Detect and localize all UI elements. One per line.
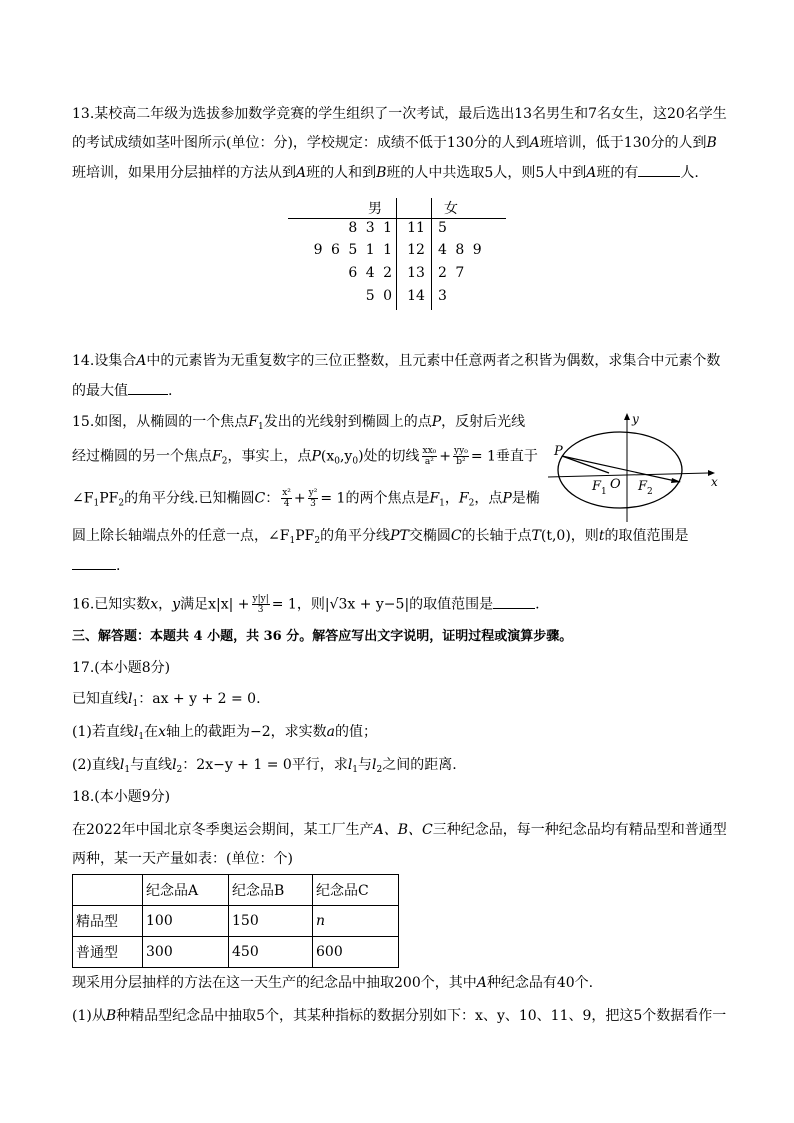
var-B: B: [376, 165, 387, 181]
q13-text: 班的有: [596, 165, 639, 181]
section-heading: 三、解答题：本题共 4 小题，共 36 分。解答应写出文字说明，证明过程或演算步骤。: [72, 629, 573, 644]
q17-text: 轴上的截距为−2，求实数: [165, 724, 327, 740]
q15-text: = 1的两个焦点是: [320, 490, 430, 507]
table-header-row: [73, 875, 399, 906]
q18-text: (1)从: [72, 1008, 106, 1024]
q15-text: PF: [295, 528, 315, 544]
q15-text: ，点: [474, 490, 503, 507]
var-l: l: [172, 757, 177, 773]
denominator: b²: [456, 457, 466, 467]
x-axis: [548, 473, 708, 477]
subscript: 2: [376, 765, 383, 775]
numerator: yy₀: [454, 446, 468, 456]
q15-text: ,y: [339, 448, 353, 465]
subscript: 2: [221, 456, 228, 467]
q13-line1: [72, 104, 727, 124]
header-divider: [288, 218, 506, 219]
var-C: C: [450, 528, 462, 544]
var-C: C: [254, 490, 266, 507]
subscript: 1: [352, 765, 359, 775]
q13-text: 人.: [680, 165, 699, 181]
var-A: A: [529, 135, 540, 151]
female-leaves: 5: [438, 220, 447, 236]
subscript: 0: [334, 456, 340, 467]
q14-line2: [72, 381, 172, 401]
table-row: [73, 906, 399, 937]
var-T: T: [531, 528, 541, 544]
table-cell: 150: [229, 906, 313, 937]
male-leaves: 6 4 2: [348, 265, 392, 281]
subscript: 2: [468, 498, 475, 509]
label-x: x: [711, 475, 718, 489]
var-F: F: [212, 448, 222, 465]
subscript: 1: [138, 732, 145, 742]
q15-text: (x: [320, 448, 335, 465]
var-y: y: [172, 596, 181, 613]
q17-text: 在: [144, 724, 159, 740]
q15-text: 经过椭圆的另一个焦点: [72, 448, 212, 465]
q16-line1: [72, 594, 540, 615]
numerator: y|y|: [252, 594, 269, 604]
subscript: 2: [118, 498, 125, 509]
table-cell: 纪念品A: [143, 875, 229, 906]
var-P: P: [502, 490, 512, 507]
numerator: xx₀: [422, 446, 437, 456]
q15-line1: [72, 412, 525, 437]
q15-text: ∠F: [72, 490, 94, 507]
q16-text: x + y−5|的取值范围是: [347, 596, 494, 613]
var-l: l: [119, 757, 125, 773]
q18-line2: 两种，某一天产量如表：(单位：个): [72, 851, 293, 867]
q13-line3: [72, 163, 699, 183]
subscript: 1: [124, 765, 131, 775]
q14-line1: [72, 351, 720, 371]
fraction: [422, 446, 438, 467]
numerator: x²: [282, 488, 291, 498]
q13-text: 的考试成绩如茎叶图所示(单位：分)，学校规定：成绩不低于130分的人到: [72, 135, 530, 151]
label-F1-subscript: 1: [601, 487, 607, 497]
q17-line1: [72, 689, 261, 714]
q15-text: 的角平分线: [320, 528, 391, 544]
female-leaves: 2 7: [438, 265, 465, 281]
fraction: [453, 446, 469, 467]
q15-text: 圆上除长轴端点外的任意一点，∠F: [72, 528, 290, 544]
subscript: 1: [132, 699, 139, 709]
q17-text: ：2x−y + 1 = 0平行，求: [182, 757, 348, 773]
answer-blank: [72, 557, 116, 570]
q15-text: (t,0)，则: [540, 528, 599, 544]
q13-text: 班的人中共选取5人，则5人中到: [386, 165, 587, 181]
q17-text: (2)直线: [72, 757, 120, 773]
answer-blank: [128, 382, 168, 395]
q18-text: 三种纪念品，每一种纪念品均有精品型和普通型: [432, 822, 727, 838]
q14-text: 14.设集合: [72, 353, 137, 369]
subscript: 1: [289, 536, 296, 546]
table-cell: [73, 875, 143, 906]
q18-text: 在2022年中国北京冬季奥运会期间，某工厂生产: [72, 822, 374, 838]
q15-text: 是椭: [511, 490, 540, 507]
q15-line4: [72, 526, 688, 551]
answer-blank: [638, 164, 680, 177]
var-P: P: [431, 414, 442, 430]
table-cell: n: [313, 906, 399, 937]
male-header: 男: [368, 201, 382, 217]
q14-text: 的最大值: [72, 383, 128, 399]
y-axis-arrow: [624, 413, 630, 420]
stem-value: 12: [407, 242, 425, 258]
subscript: 0: [352, 456, 359, 467]
var-A: A: [476, 975, 487, 991]
female-leaves: 4 8 9: [438, 242, 482, 258]
table-cell: 300: [143, 937, 229, 968]
label-P: P: [554, 444, 563, 459]
stem-row: [288, 242, 506, 264]
numerator: y²: [308, 488, 318, 498]
table-cell: 普通型: [73, 937, 143, 968]
denominator: a²: [424, 457, 434, 467]
fraction: [281, 488, 292, 509]
q17-text: 已知直线: [72, 691, 128, 707]
label-y: y: [632, 412, 639, 426]
subscript: 2: [176, 765, 183, 775]
q15-text: 的取值范围是: [604, 528, 689, 544]
q18-title: 18.(本小题9分): [72, 789, 171, 805]
subscript: 2: [314, 536, 321, 546]
q16-text: ，: [158, 596, 173, 613]
q15-text: 的角平分线.已知椭圆: [124, 490, 255, 507]
female-leaves: 3: [438, 288, 447, 304]
q15-text: 的长轴于点: [461, 528, 532, 544]
table-cell: 100: [143, 906, 229, 937]
var-x: x: [158, 724, 166, 740]
var-P: P: [311, 448, 321, 465]
q15-text: = 1垂直于: [470, 448, 538, 465]
stem-value: 11: [407, 220, 425, 236]
stem-value: 13: [407, 265, 425, 281]
male-leaves: 8 3 1: [348, 220, 392, 236]
q15-text: ，反射后光线: [441, 414, 526, 430]
q15-text: .: [116, 558, 121, 574]
q15-line3: [72, 488, 540, 514]
q17-text: 的值；: [334, 724, 377, 740]
table-cell: 精品型: [73, 906, 143, 937]
q16-text: .: [535, 596, 540, 613]
q18-line4: [72, 1006, 726, 1026]
q18-text: 种纪念品有40个.: [486, 975, 594, 991]
ray-p-f2: [562, 456, 680, 482]
stem-row: [288, 288, 506, 310]
subscript: 1: [93, 498, 100, 509]
label-O: O: [610, 477, 621, 492]
label-F1: F: [592, 479, 602, 494]
q13-text: 13.某校高二年级为选拔参加数学竞赛的学生组织了一次考试，最后选出13名男生和7名女生，这20名学生: [72, 106, 727, 122]
q13-text: 班培训，低于130分的人到: [539, 135, 707, 151]
var-t: t: [598, 528, 605, 544]
var-ABC: A、B、C: [373, 822, 433, 838]
var-l: l: [133, 724, 139, 740]
q17-title: 17.(本小题8分): [72, 660, 171, 676]
table-cell: 450: [229, 937, 313, 968]
var-A: A: [296, 165, 307, 181]
q14-text: 中的元素皆为无重复数字的三位正整数，且元素中任意两者之积皆为偶数，求集合中元素个数: [146, 353, 721, 369]
fraction: [252, 594, 270, 615]
q17-part1: [72, 722, 377, 747]
q17-part2: [72, 755, 457, 780]
denominator: 3: [257, 605, 264, 615]
var-a: a: [326, 724, 335, 740]
q15-text: 交椭圆: [408, 528, 451, 544]
q14-text: .: [168, 383, 173, 399]
table-cell: 600: [313, 937, 399, 968]
var-l: l: [372, 757, 377, 773]
var-PT: PT: [390, 528, 409, 544]
q18-line1: [72, 820, 727, 840]
subscript: 1: [439, 498, 445, 509]
fraction: [308, 488, 319, 509]
stem-leaf-plot: [288, 196, 508, 312]
denominator: 3: [310, 499, 316, 509]
var-x: x: [150, 596, 159, 613]
var-F: F: [429, 490, 440, 507]
q18-text: 种精品型纪念品中抽取5个，其某种指标的数据分别如下：x、y、10、11、9，把这5个数据看作一: [116, 1008, 727, 1024]
denominator: 4: [283, 499, 290, 509]
subscript: 1: [257, 422, 264, 432]
male-leaves: 9 6 5 1 1: [313, 242, 392, 258]
q13-line2: [72, 133, 717, 153]
q15-text: 15.如图，从椭圆的一个焦点: [72, 414, 249, 430]
var-F: F: [248, 414, 258, 430]
q16-text: 16.已知实数: [72, 596, 151, 613]
var-A: A: [586, 165, 597, 181]
var-A: A: [136, 353, 147, 369]
var-l: l: [128, 691, 133, 707]
q15-text: +: [439, 448, 452, 465]
table-cell: 纪念品C: [313, 875, 399, 906]
female-header: 女: [444, 201, 458, 217]
q15-text: )处的切线: [358, 448, 420, 465]
q13-text: 班培训，如果用分层抽样的方法从到: [72, 165, 296, 181]
ellipse-figure: [548, 410, 724, 526]
sqrt-3: √3: [329, 596, 348, 613]
q16-text: = 1，则|: [271, 596, 330, 613]
q15-text: ，: [444, 490, 459, 507]
var-l: l: [347, 757, 353, 773]
q15-text: PF: [99, 490, 119, 507]
answer-blank: [493, 596, 535, 609]
stem-row: [288, 220, 506, 242]
q15-line2: [72, 446, 538, 472]
q15-line5: [72, 556, 120, 576]
var-B: B: [105, 1008, 117, 1024]
q17-text: ：ax + y + 2 = 0.: [138, 691, 261, 707]
q17-text: 与直线: [130, 757, 173, 773]
male-leaves: 5 0: [365, 288, 392, 304]
stem-value: 14: [407, 288, 425, 304]
q15-text: ：: [265, 490, 280, 507]
ellipse: [558, 432, 682, 508]
label-F2-subscript: 2: [647, 487, 653, 497]
label-F2: F: [638, 479, 648, 494]
q18-line3: [72, 973, 593, 993]
stem-row: [288, 265, 506, 287]
table-row: [73, 937, 399, 968]
q15-text: +: [293, 490, 306, 507]
q13-text: 班的人和到: [306, 165, 377, 181]
var-F: F: [458, 490, 469, 507]
var-B: B: [706, 135, 717, 151]
q15-text: 发出的光线射到椭圆上的点: [263, 414, 432, 430]
table-cell: 纪念品B: [229, 875, 313, 906]
q15-text: ，事实上，点: [227, 448, 312, 465]
production-table: [72, 874, 399, 968]
q18-text: 现采用分层抽样的方法在这一天生产的纪念品中抽取200个，其中: [72, 975, 477, 991]
q16-text: 满足x|x| +: [180, 596, 250, 613]
q17-text: 之间的距离.: [382, 757, 457, 773]
q17-text: 与: [358, 757, 373, 773]
q17-text: (1)若直线: [72, 724, 134, 740]
